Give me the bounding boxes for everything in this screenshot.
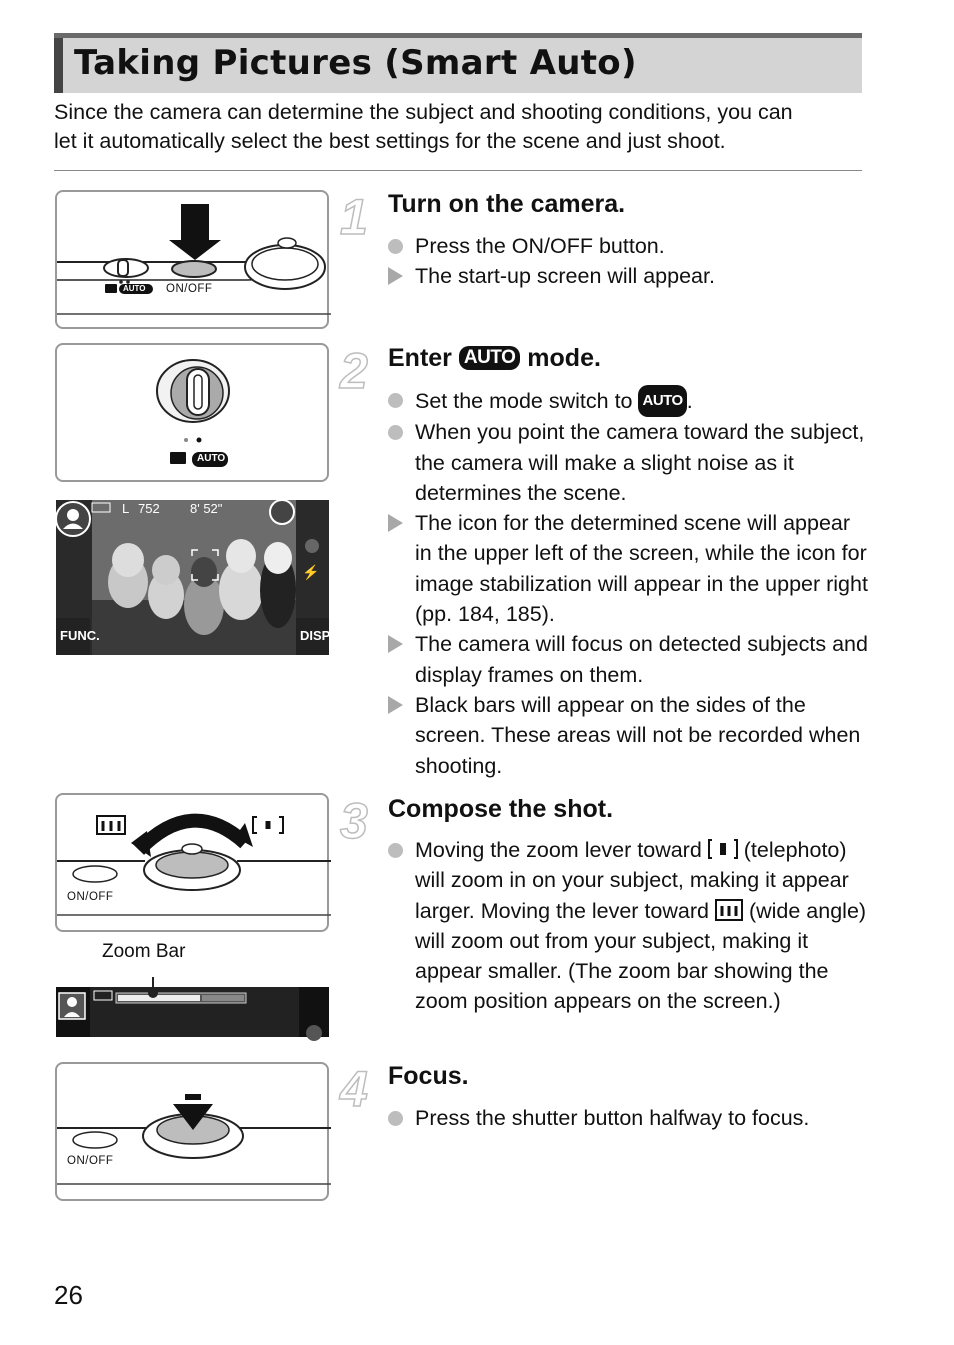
list-item-text: Press the ON/OFF button.: [415, 234, 665, 258]
bullet-dot-icon: [388, 1111, 403, 1126]
step-2-list: [388, 385, 868, 781]
func-label: FUNC.: [60, 628, 100, 643]
telephoto-icon: [708, 838, 738, 860]
shutter-button-illustration: [55, 1062, 329, 1201]
intro-line-2: let it automatically select the best settings for the scene and just shoot.: [54, 129, 726, 153]
image-size-label: L: [122, 501, 130, 516]
step-2-title-pre: Enter: [388, 344, 452, 372]
list-item: [388, 231, 868, 261]
step-1-number: 1: [340, 189, 368, 245]
recording-time: 8' 52": [190, 501, 223, 516]
mode-switch-illustration: [55, 343, 329, 482]
camera-top-onoff-svg: [57, 192, 331, 331]
intro-line-1: Since the camera can determine the subject and shooting conditions, you can: [54, 100, 793, 124]
list-item: [388, 508, 868, 629]
list-item-text: Black bars will appear on the sides of the screen. These areas will not be recorded when shooting.: [415, 692, 861, 778]
step-4-list: [388, 1103, 868, 1133]
auto-mode-icon: AUTO: [638, 385, 686, 417]
list-item-text: The camera will focus on detected subjects and display frames on them.: [415, 632, 868, 687]
list-item-text: The start-up screen will appear.: [415, 264, 715, 289]
bullet-dot-icon: [388, 239, 403, 254]
onoff-button-illustration: [55, 190, 329, 329]
onoff-label: ON/OFF: [67, 1155, 114, 1167]
list-item: [388, 835, 868, 1017]
mode-switch-svg: [57, 345, 331, 484]
step-1-title: Turn on the camera.: [388, 190, 626, 218]
list-item-text-mid: (telephoto) will zoom in on your subject, making it appear larger. Moving the lever toward: [415, 838, 849, 923]
onoff-label: ON/OFF: [67, 891, 114, 903]
result-arrow-icon: [388, 635, 403, 653]
step-3-list: [388, 835, 868, 1017]
auto-mode-label: AUTO: [197, 453, 226, 464]
auto-mode-icon: AUTO: [459, 346, 520, 370]
zoom-bar-caption: Zoom Bar: [102, 941, 186, 962]
disp-label: DISP.: [300, 628, 333, 643]
camera-screen-image: [56, 500, 333, 655]
shutter-button-svg: [57, 1064, 331, 1203]
list-item: [388, 690, 868, 781]
result-arrow-icon: [388, 696, 403, 714]
title-accent: [54, 38, 63, 93]
page-title: Taking Pictures (Smart Auto): [74, 43, 637, 83]
step-1-list: [388, 231, 868, 292]
intro-text: [54, 98, 874, 156]
list-item-text: Moving the zoom lever toward: [415, 838, 702, 862]
divider: [54, 170, 862, 171]
step-4-number: 4: [340, 1061, 368, 1117]
list-item-text-end: (wide angle) will zoom out from your subject, making it appear smaller. (The zoom bar showing the zoom position appears on the screen.): [415, 898, 867, 1014]
list-item: [388, 629, 868, 690]
list-item-text: Set the mode switch to: [415, 389, 633, 413]
zoom-bar-svg: [56, 987, 329, 1037]
list-item: [388, 261, 868, 291]
list-item-text: Press the shutter button halfway to focus.: [415, 1106, 810, 1130]
list-item-text: The icon for the determined scene will appear in the upper left of the screen, while the icon for image stabilization will appear in the upper right (pp. 184, 185).: [415, 511, 868, 627]
list-item-text-end: .: [686, 389, 693, 413]
result-arrow-icon: [388, 514, 403, 532]
list-item: [388, 1103, 868, 1133]
zoom-lever-illustration: [55, 793, 329, 932]
list-item: [388, 417, 868, 508]
zoom-lever-svg: [57, 795, 331, 934]
step-3-number: 3: [340, 793, 368, 849]
auto-mode-label: AUTO: [123, 284, 146, 293]
step-4-title: Focus.: [388, 1062, 469, 1090]
step-3-title: Compose the shot.: [388, 795, 614, 823]
bullet-dot-icon: [388, 425, 403, 440]
wide-angle-icon: [715, 899, 743, 921]
flash-auto-icon: ⚡: [302, 564, 320, 580]
step-2-title-post: mode.: [527, 344, 601, 372]
list-item: [388, 385, 868, 417]
page-number: 26: [54, 1280, 83, 1310]
onoff-label: ON/OFF: [166, 283, 213, 295]
bullet-dot-icon: [388, 843, 403, 858]
title-bar: [54, 33, 862, 93]
shots-remaining: 752: [138, 501, 160, 516]
bullet-dot-icon: [388, 393, 403, 408]
list-item-text: When you point the camera toward the subject, the camera will make a slight noise as it determines the scene.: [415, 420, 865, 505]
step-2-number: 2: [340, 343, 368, 399]
zoom-bar-screen-image: [56, 987, 329, 1037]
step-2-title: [388, 344, 601, 373]
result-arrow-icon: [388, 267, 403, 285]
